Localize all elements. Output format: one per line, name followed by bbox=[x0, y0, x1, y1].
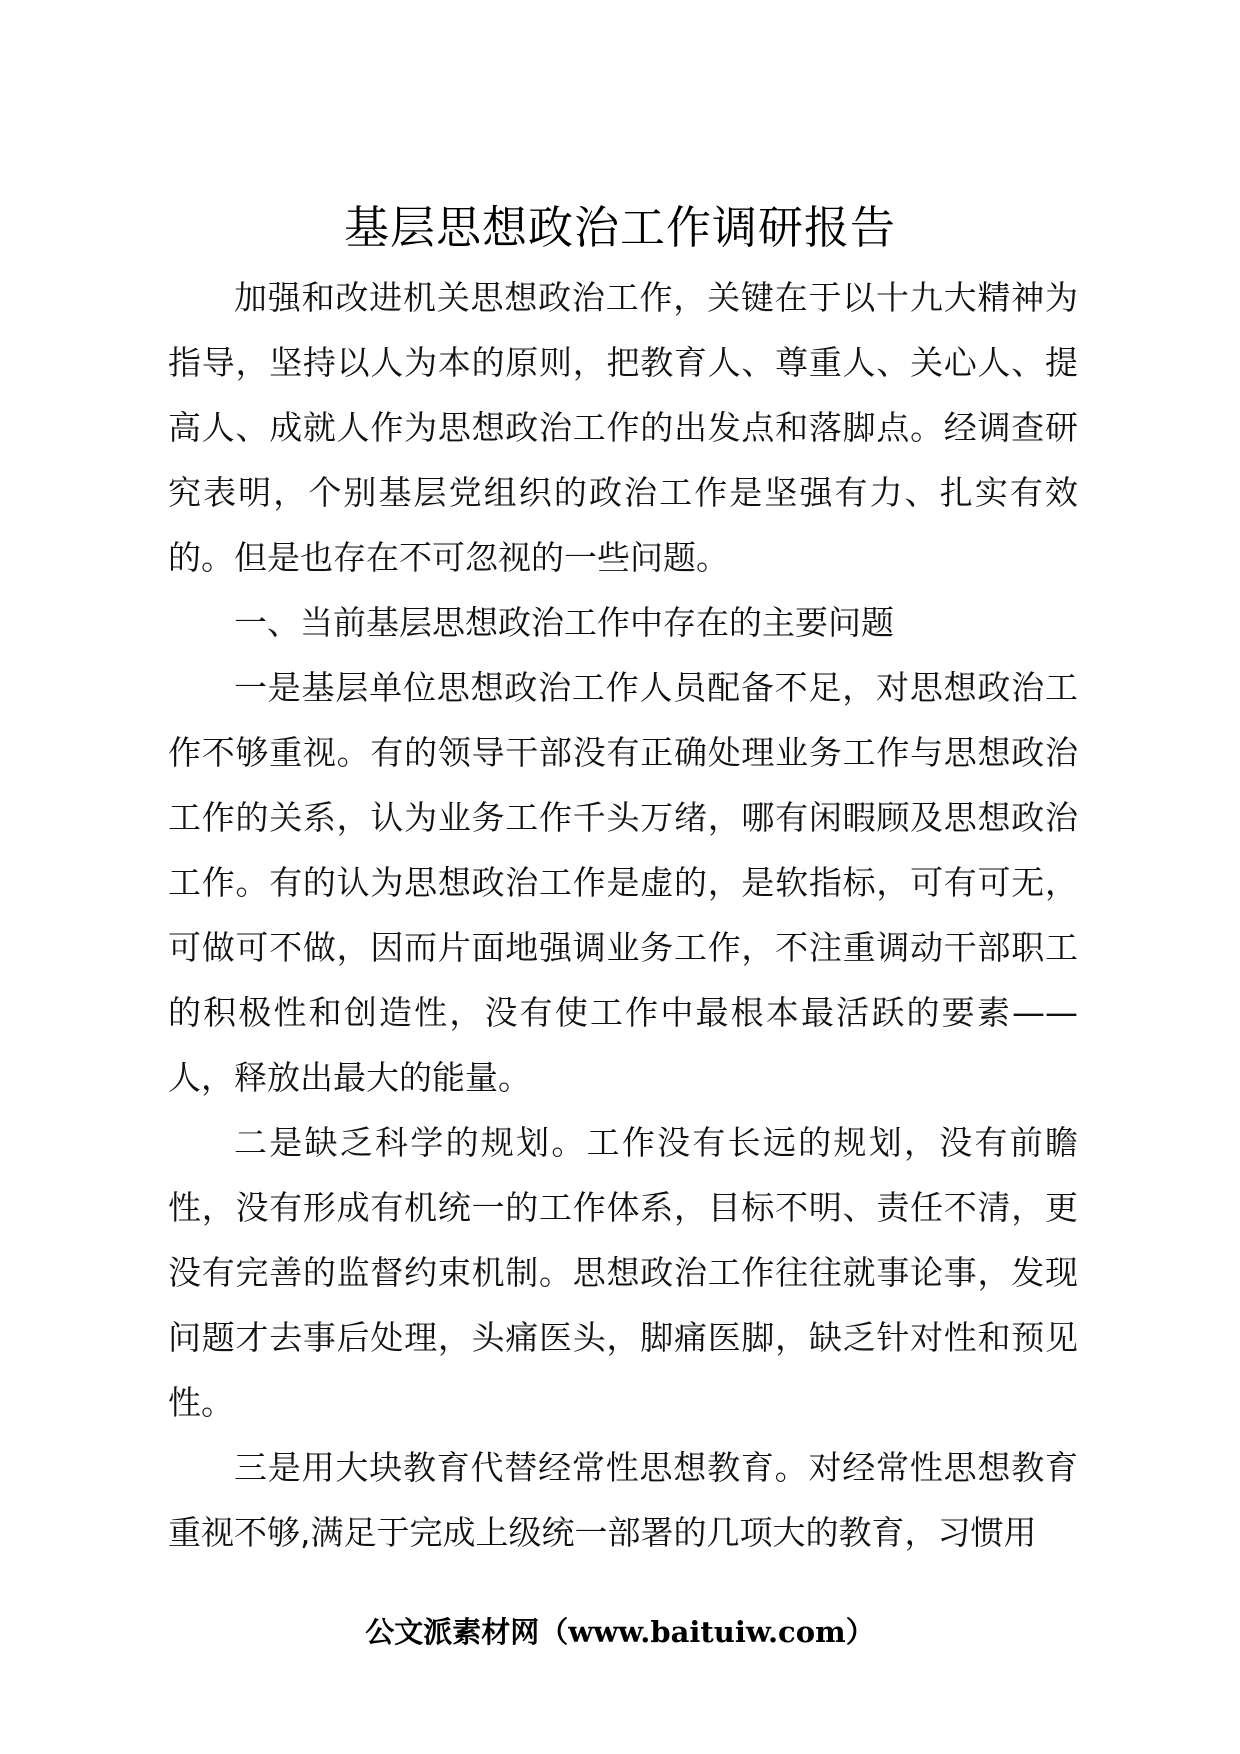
paragraph-problem-three: 三是用大块教育代替经常性思想教育。对经常性思想教育重视不够,满足于完成上级统一部署的几项大的教育，习惯用 bbox=[168, 1448, 1078, 1552]
page-footer-watermark: 公文派素材网（www.baituiw.com） bbox=[365, 1615, 875, 1649]
document-body bbox=[168, 265, 1078, 1565]
paragraph-intro: 加强和改进机关思想政治工作，关键在于以十九大精神为指导，坚持以人为本的原则，把教育人、尊重人、关心人、提高人、成就人作为思想政治工作的出发点和落脚点。经调查研究表明，个别基层党组织的政治工作是坚强有力、扎实有效的。但是也存在不可忽视的一些问题。 bbox=[168, 278, 1078, 577]
paragraph-problem-one: 一是基层单位思想政治工作人员配备不足，对思想政治工作不够重视。有的领导干部没有正确处理业务工作与思想政治工作的关系，认为业务工作千头万绪，哪有闲暇顾及思想政治工作。有的认为思想政治工作是虚的，是软指标，可有可无，可做可不做，因而片面地强调业务工作，不注重调动干部职工的积极性和创造性，没有使工作中最根本最活跃的要素——人，释放出最大的能量。 bbox=[168, 668, 1078, 1097]
document-title: 基层思想政治工作调研报告 bbox=[343, 201, 896, 254]
paragraph-problem-two: 二是缺乏科学的规划。工作没有长远的规划，没有前瞻性，没有形成有机统一的工作体系，目标不明、责任不清，更没有完善的监督约束机制。思想政治工作往往就事论事，发现问题才去事后处理，头痛医头，脚痛医脚，缺乏针对性和预见性。 bbox=[168, 1123, 1078, 1422]
section-heading: 一、当前基层思想政治工作中存在的主要问题 bbox=[234, 603, 894, 642]
